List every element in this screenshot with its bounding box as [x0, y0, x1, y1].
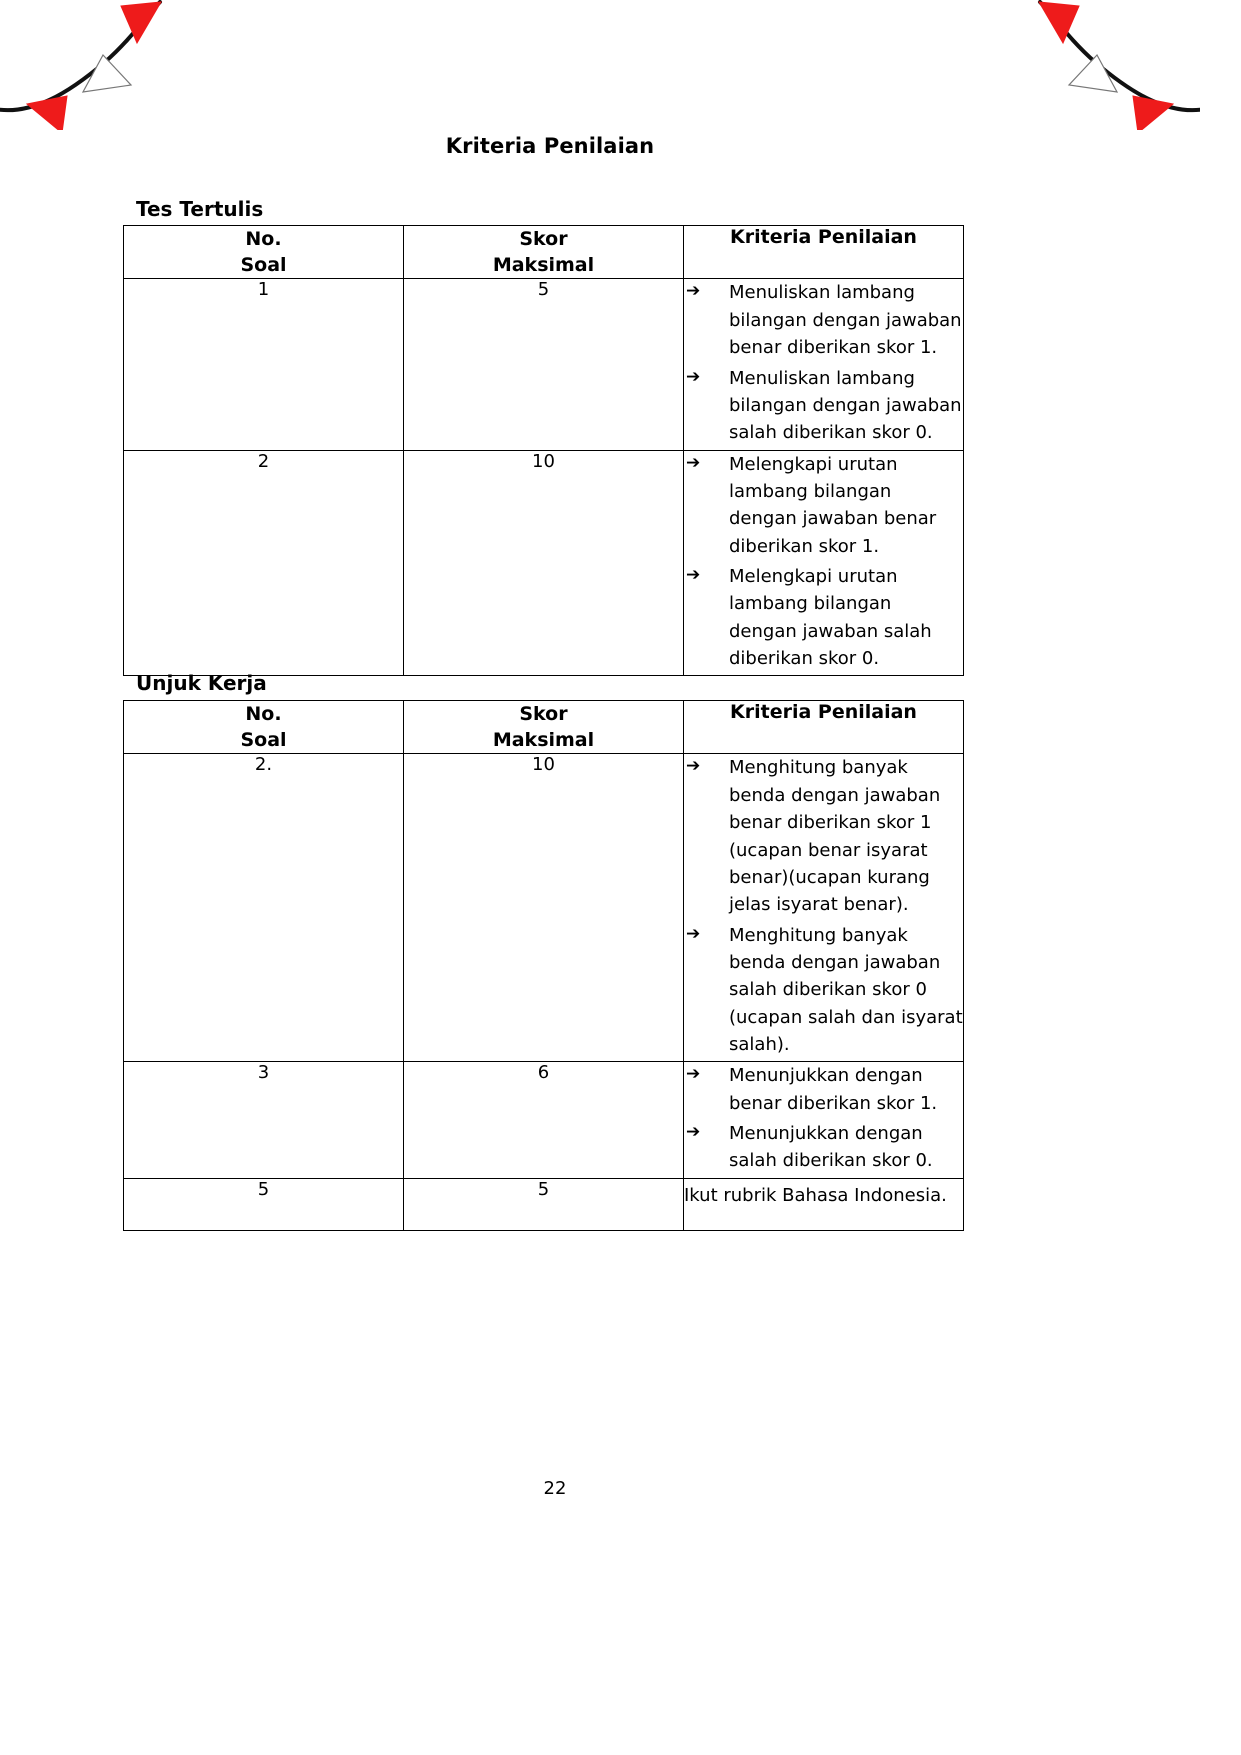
bunting-decoration-left	[0, 0, 260, 130]
column-header-skor-maksimal	[404, 701, 684, 754]
cell-skor-maksimal: 10	[404, 754, 684, 1062]
arrow-bullet-icon: ➔	[686, 1064, 701, 1085]
cell-no-soal: 2	[124, 450, 404, 676]
section-heading-tes-tertulis: Tes Tertulis	[136, 197, 264, 221]
list-item	[684, 279, 963, 361]
table-tes-tertulis	[123, 225, 964, 676]
column-header-no-line2: Soal	[240, 254, 287, 277]
arrow-bullet-icon: ➔	[686, 452, 701, 473]
column-header-no-soal	[124, 701, 404, 754]
column-header-no-line2: Soal	[240, 729, 287, 752]
table-row	[124, 450, 964, 676]
cell-kriteria	[684, 754, 964, 1062]
page-number: 22	[543, 1478, 567, 1499]
cell-kriteria	[684, 1062, 964, 1178]
criteria-list	[684, 1062, 963, 1174]
list-item-text: Menghitung banyak benda dengan jawaban benar diberikan skor 1 (ucapan benar isyarat benar)(ucapan kurang jelas isyarat benar).	[729, 757, 941, 916]
criteria-list	[684, 754, 963, 1058]
column-header-kriteria-penilaian: Kriteria Penilaian	[684, 701, 964, 754]
table-row	[124, 1178, 964, 1230]
arrow-bullet-icon: ➔	[686, 565, 701, 586]
arrow-bullet-icon: ➔	[686, 366, 701, 387]
column-header-no-line1: No.	[245, 703, 282, 725]
list-item-text: Menuliskan lambang bilangan dengan jawaban salah diberikan skor 0.	[729, 367, 962, 444]
arrow-bullet-icon: ➔	[686, 281, 701, 302]
cell-no-soal: 2.	[124, 754, 404, 1062]
table-header-row	[124, 226, 964, 279]
column-header-no-line1: No.	[245, 228, 282, 250]
cell-no-soal: 1	[124, 279, 404, 450]
table-row	[124, 754, 964, 1062]
cell-kriteria-text: Ikut rubrik Bahasa Indonesia.	[684, 1184, 947, 1206]
list-item	[684, 365, 963, 447]
cell-kriteria	[684, 279, 964, 450]
cell-no-soal: 3	[124, 1062, 404, 1178]
list-item-text: Menunjukkan dengan benar diberikan skor 1.	[729, 1065, 938, 1114]
cell-skor-maksimal: 6	[404, 1062, 684, 1178]
cell-kriteria	[684, 450, 964, 676]
list-item-text: Menghitung banyak benda dengan jawaban salah diberikan skor 0 (ucapan salah dan isyarat salah).	[729, 924, 963, 1056]
list-item	[684, 1120, 963, 1175]
cell-no-soal: 5	[124, 1178, 404, 1230]
list-item-text: Melengkapi urutan lambang bilangan dengan jawaban benar diberikan skor 1.	[729, 453, 937, 557]
column-header-kriteria-penilaian: Kriteria Penilaian	[684, 226, 964, 279]
list-item-text: Menuliskan lambang bilangan dengan jawaban benar diberikan skor 1.	[729, 282, 962, 359]
table-row	[124, 279, 964, 450]
column-header-skor-line1: Skor	[519, 703, 568, 725]
list-item	[684, 451, 963, 560]
list-item-text: Melengkapi urutan lambang bilangan dengan jawaban salah diberikan skor 0.	[729, 566, 932, 670]
list-item	[684, 754, 963, 918]
criteria-list	[684, 279, 963, 446]
table-header-row	[124, 701, 964, 754]
column-header-skor-line1: Skor	[519, 228, 568, 250]
list-item-text: Menunjukkan dengan salah diberikan skor 0.	[729, 1123, 933, 1172]
column-header-no-soal	[124, 226, 404, 279]
column-header-skor-maksimal	[404, 226, 684, 279]
cell-skor-maksimal: 5	[404, 279, 684, 450]
table-row	[124, 1062, 964, 1178]
list-item	[684, 563, 963, 672]
arrow-bullet-icon: ➔	[686, 923, 701, 944]
list-item	[684, 922, 963, 1059]
arrow-bullet-icon: ➔	[686, 756, 701, 777]
column-header-skor-line2: Maksimal	[492, 254, 595, 277]
cell-kriteria	[684, 1178, 964, 1230]
cell-skor-maksimal: 5	[404, 1178, 684, 1230]
section-heading-unjuk-kerja: Unjuk Kerja	[136, 671, 267, 695]
bunting-decoration-right	[940, 0, 1200, 130]
table-unjuk-kerja	[123, 700, 964, 1231]
list-item	[684, 1062, 963, 1117]
criteria-list	[684, 451, 963, 673]
page-title: Kriteria Penilaian	[445, 134, 655, 158]
column-header-skor-line2: Maksimal	[492, 729, 595, 752]
arrow-bullet-icon: ➔	[686, 1122, 701, 1143]
cell-skor-maksimal: 10	[404, 450, 684, 676]
